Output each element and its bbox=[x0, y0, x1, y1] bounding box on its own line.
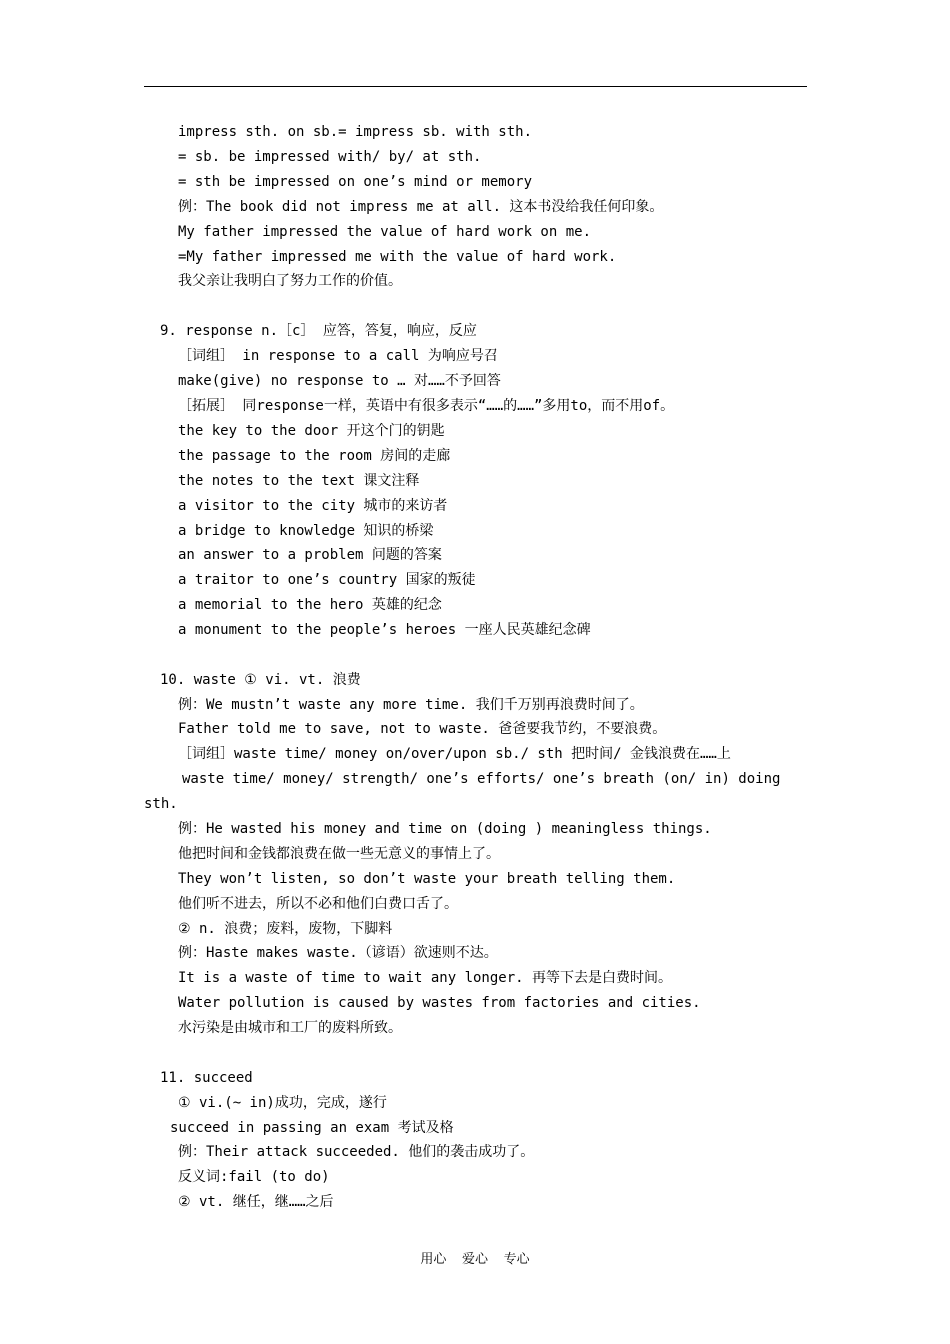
text-line: ② vt. 继任，继……之后 bbox=[178, 1194, 334, 1210]
text-line: 例：The book did not impress me at all. 这本书没给我任何印象。 bbox=[178, 199, 664, 215]
text-line: Father told me to save, not to waste. 爸爸要我节约，不要浪费。 bbox=[178, 721, 667, 737]
text-line: It is a waste of time to wait any longer. 再等下去是白费时间。 bbox=[178, 970, 673, 986]
header-rule bbox=[144, 86, 807, 87]
text-line: a monument to the people’s heroes 一座人民英雄纪念碑 bbox=[178, 622, 591, 638]
text-line: 例：Haste makes waste.（谚语）欲速则不达。 bbox=[178, 945, 498, 961]
page-footer: 用心 爱心 专心 bbox=[420, 1252, 530, 1267]
text-line: =My father impressed me with the value of hard work. bbox=[178, 249, 617, 265]
text-line: the key to the door 开这个门的钥匙 bbox=[178, 423, 445, 439]
text-line: Water pollution is caused by wastes from factories and cities. bbox=[178, 995, 701, 1011]
text-line: a traitor to one’s country 国家的叛徒 bbox=[178, 572, 476, 588]
text-line: ① vi.(~ in)成功，完成，遂行 bbox=[178, 1095, 387, 1111]
text-line: succeed in passing an exam 考试及格 bbox=[170, 1120, 454, 1136]
text-line: 11. succeed bbox=[160, 1070, 253, 1086]
text-line: sth. bbox=[144, 796, 178, 812]
text-line: My father impressed the value of hard work on me. bbox=[178, 224, 592, 240]
text-line: impress sth. on sb.= impress sb. with sth. bbox=[178, 124, 533, 140]
text-line: a visitor to the city 城市的来访者 bbox=[178, 498, 448, 514]
text-line: ［词组］ in response to a call 为响应号召 bbox=[178, 348, 498, 364]
text-line: ［词组］waste time/ money on/over/upon sb./ sth 把时间/ 金钱浪费在……上 bbox=[178, 746, 731, 762]
text-line: 反义词:fail (to do) bbox=[178, 1169, 330, 1185]
text-line: a memorial to the hero 英雄的纪念 bbox=[178, 597, 442, 613]
text-line: make(give) no response to … 对……不予回答 bbox=[178, 373, 501, 389]
text-line: 他把时间和金钱都浪费在做一些无意义的事情上了。 bbox=[178, 846, 500, 862]
text-line: They won’t listen, so don’t waste your breath telling them. bbox=[178, 871, 676, 887]
text-line: = sth be impressed on one’s mind or memory bbox=[178, 174, 533, 190]
text-line: waste time/ money/ strength/ one’s efforts/ one’s breath (on/ in) doing bbox=[182, 771, 781, 787]
text-line: 9. response n.［c］ 应答，答复，响应，反应 bbox=[160, 323, 477, 339]
text-line: a bridge to knowledge 知识的桥梁 bbox=[178, 523, 434, 539]
text-line: 10. waste ① vi. vt. 浪费 bbox=[160, 672, 361, 688]
text-line: an answer to a problem 问题的答案 bbox=[178, 547, 442, 563]
text-line: 例：We mustn’t waste any more time. 我们千万别再浪费时间了。 bbox=[178, 697, 644, 713]
text-line: 例：Their attack succeeded. 他们的袭击成功了。 bbox=[178, 1144, 535, 1160]
text-line: the passage to the room 房间的走廊 bbox=[178, 448, 451, 464]
text-line: ② n. 浪费；废料，废物，下脚料 bbox=[178, 921, 393, 937]
text-line: = sb. be impressed with/ by/ at sth. bbox=[178, 149, 482, 165]
text-line: 他们听不进去，所以不必和他们白费口舌了。 bbox=[178, 896, 458, 912]
text-line: the notes to the text 课文注释 bbox=[178, 473, 420, 489]
text-line: 例：He wasted his money and time on (doing ) meaningless things. bbox=[178, 821, 712, 837]
text-line: ［拓展］ 同response一样，英语中有很多表示“……的……”多用to，而不用of。 bbox=[178, 398, 675, 414]
text-line: 水污染是由城市和工厂的废料所致。 bbox=[178, 1020, 402, 1036]
text-line: 我父亲让我明白了努力工作的价值。 bbox=[178, 273, 402, 289]
